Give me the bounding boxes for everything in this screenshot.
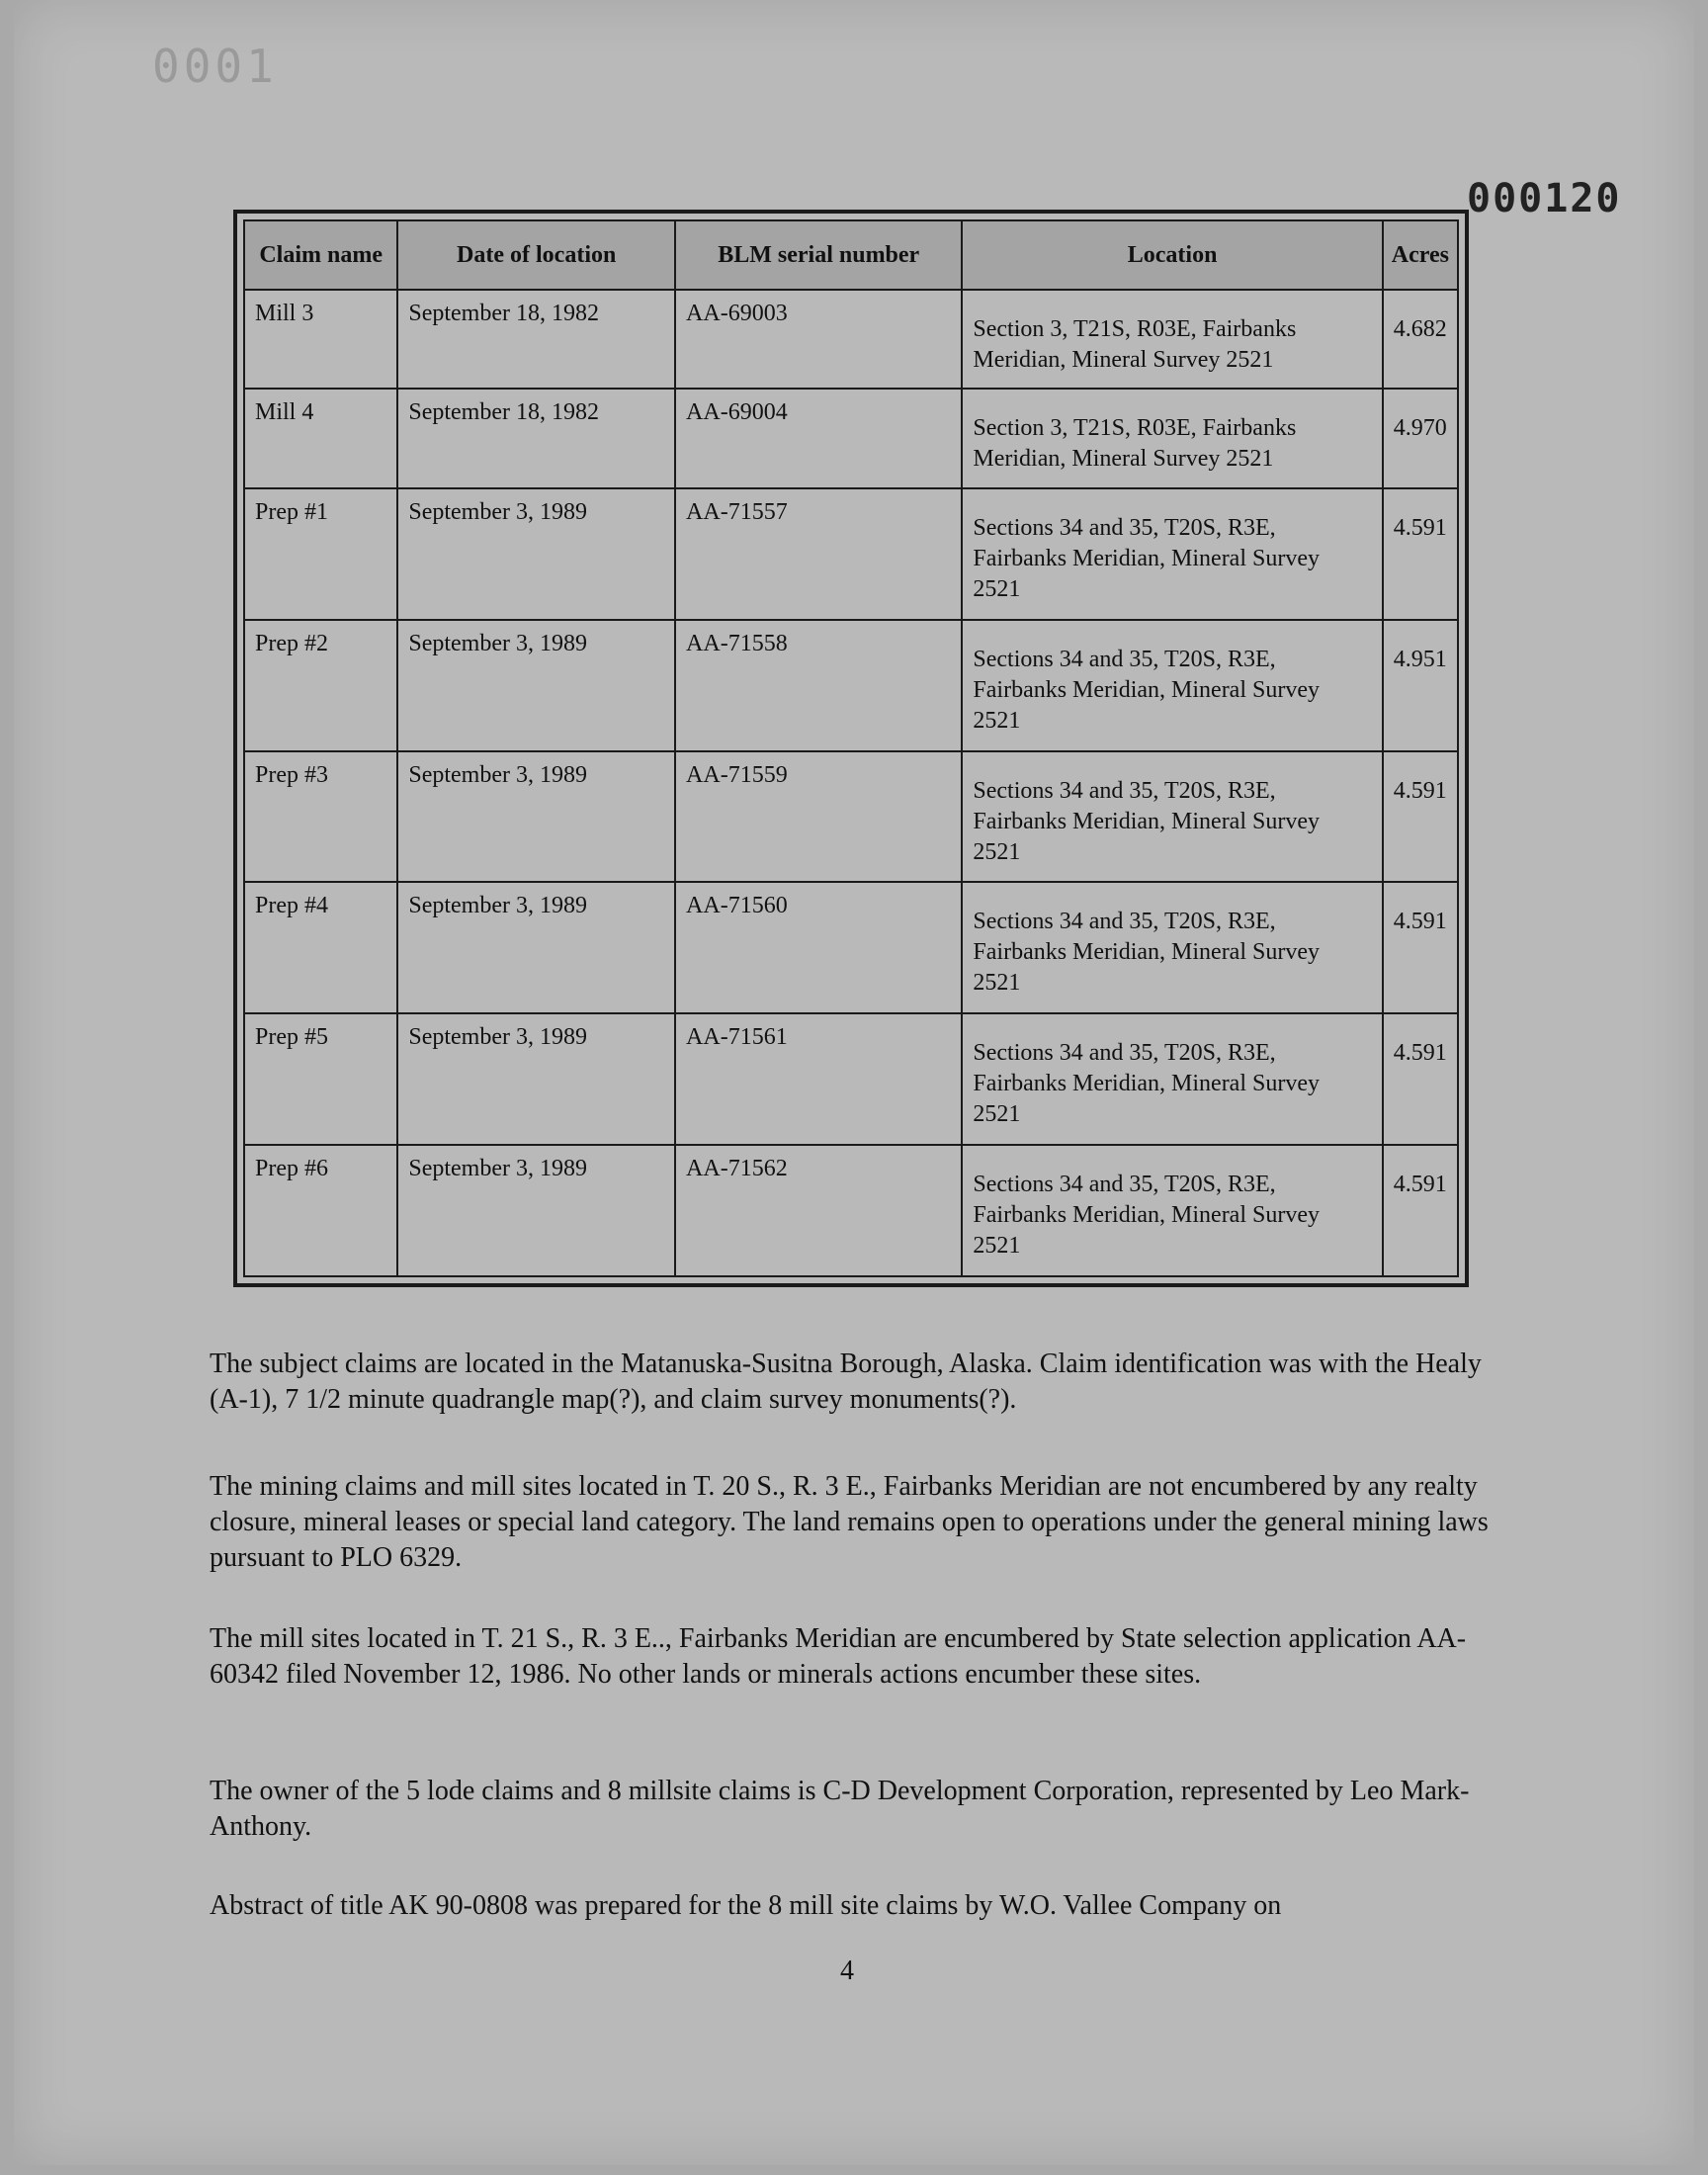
cell-blm-serial: AA-71559 [675, 751, 962, 883]
cell-blm-serial: AA-71562 [675, 1145, 962, 1276]
cell-date: September 3, 1989 [397, 1145, 675, 1276]
cell-location: Section 3, T21S, R03E, Fairbanks Meridian, Mineral Survey 2521 [962, 389, 1382, 487]
table-row [244, 290, 1458, 389]
table-row [244, 389, 1458, 487]
cell-location: Sections 34 and 35, T20S, R3E, Fairbanks Meridian, Mineral Survey 2521 [962, 882, 1382, 1013]
cell-date: September 3, 1989 [397, 751, 675, 883]
paragraph-encumbrance: The mining claims and mill sites located in T. 20 S., R. 3 E., Fairbanks Meridian are not encumbered by any realty closure, mineral leases or special land category. The land remains open to operations under the general mining laws pursuant to PLO 6329. [210, 1471, 1489, 1573]
cell-blm-serial: AA-71557 [675, 488, 962, 620]
cell-blm-serial: AA-71561 [675, 1013, 962, 1145]
cell-date: September 3, 1989 [397, 1013, 675, 1145]
cell-date: September 3, 1989 [397, 882, 675, 1013]
table-row [244, 882, 1458, 1013]
cell-acres: 4.951 [1383, 620, 1458, 751]
paragraph-abstract-of-title: Abstract of title AK 90-0808 was prepared for the 8 mill site claims by W.O. Vallee Company on [210, 1890, 1282, 1921]
cell-acres: 4.970 [1383, 389, 1458, 487]
cell-date: September 18, 1982 [397, 290, 675, 389]
cell-blm-serial: AA-71560 [675, 882, 962, 1013]
header-claim-name: Claim name [244, 220, 397, 290]
cell-acres: 4.682 [1383, 290, 1458, 389]
cell-location: Sections 34 and 35, T20S, R3E, Fairbanks Meridian, Mineral Survey 2521 [962, 1013, 1382, 1145]
cell-acres: 4.591 [1383, 488, 1458, 620]
cell-location: Sections 34 and 35, T20S, R3E, Fairbanks Meridian, Mineral Survey 2521 [962, 751, 1382, 883]
claims-table-frame [233, 210, 1469, 1287]
cell-blm-serial: AA-69003 [675, 290, 962, 389]
cell-blm-serial: AA-71558 [675, 620, 962, 751]
cell-claim-name: Mill 4 [244, 389, 397, 487]
table-row [244, 488, 1458, 620]
cell-acres: 4.591 [1383, 751, 1458, 883]
paragraph-owner: The owner of the 5 lode claims and 8 millsite claims is C-D Development Corporation, represented by Leo Mark-Anthony. [210, 1776, 1470, 1842]
header-date-of-location: Date of location [397, 220, 675, 290]
cell-acres: 4.591 [1383, 1013, 1458, 1145]
cell-claim-name: Prep #4 [244, 882, 397, 1013]
header-blm-serial-number: BLM serial number [675, 220, 962, 290]
cell-date: September 3, 1989 [397, 620, 675, 751]
header-location: Location [962, 220, 1382, 290]
table-row [244, 751, 1458, 883]
cell-claim-name: Prep #1 [244, 488, 397, 620]
table-row [244, 1013, 1458, 1145]
paragraph-mill-sites: The mill sites located in T. 21 S., R. 3 E.., Fairbanks Meridian are encumbered by State selection application AA-60342 filed November 12, 1986. No other lands or minerals actions encumber these sites. [210, 1623, 1467, 1690]
table-row [244, 1145, 1458, 1276]
table-row [244, 620, 1458, 751]
table-header-row [244, 220, 1458, 290]
cell-claim-name: Mill 3 [244, 290, 397, 389]
cell-location: Sections 34 and 35, T20S, R3E, Fairbanks Meridian, Mineral Survey 2521 [962, 488, 1382, 620]
faded-page-stamp: 0001 [152, 40, 278, 93]
cell-location: Section 3, T21S, R03E, Fairbanks Meridian, Mineral Survey 2521 [962, 290, 1382, 389]
document-page [14, 0, 1694, 2165]
paragraph-claim-identification: The subject claims are located in the Matanuska-Susitna Borough, Alaska. Claim identification was with the Healy (A-1), 7 1/2 minute quadrangle map(?), and claim survey monuments(?). [210, 1348, 1482, 1415]
cell-location: Sections 34 and 35, T20S, R3E, Fairbanks Meridian, Mineral Survey 2521 [962, 1145, 1382, 1276]
cell-location: Sections 34 and 35, T20S, R3E, Fairbanks Meridian, Mineral Survey 2521 [962, 620, 1382, 751]
cell-acres: 4.591 [1383, 1145, 1458, 1276]
cell-acres: 4.591 [1383, 882, 1458, 1013]
cell-claim-name: Prep #2 [244, 620, 397, 751]
page-number-stamp: 000120 [1467, 176, 1622, 221]
cell-date: September 3, 1989 [397, 488, 675, 620]
cell-date: September 18, 1982 [397, 389, 675, 487]
cell-claim-name: Prep #5 [244, 1013, 397, 1145]
cell-claim-name: Prep #6 [244, 1145, 397, 1276]
claims-table [243, 219, 1459, 1277]
cell-blm-serial: AA-69004 [675, 389, 962, 487]
header-acres: Acres [1383, 220, 1458, 290]
cell-claim-name: Prep #3 [244, 751, 397, 883]
page-number: 4 [840, 1956, 854, 1986]
